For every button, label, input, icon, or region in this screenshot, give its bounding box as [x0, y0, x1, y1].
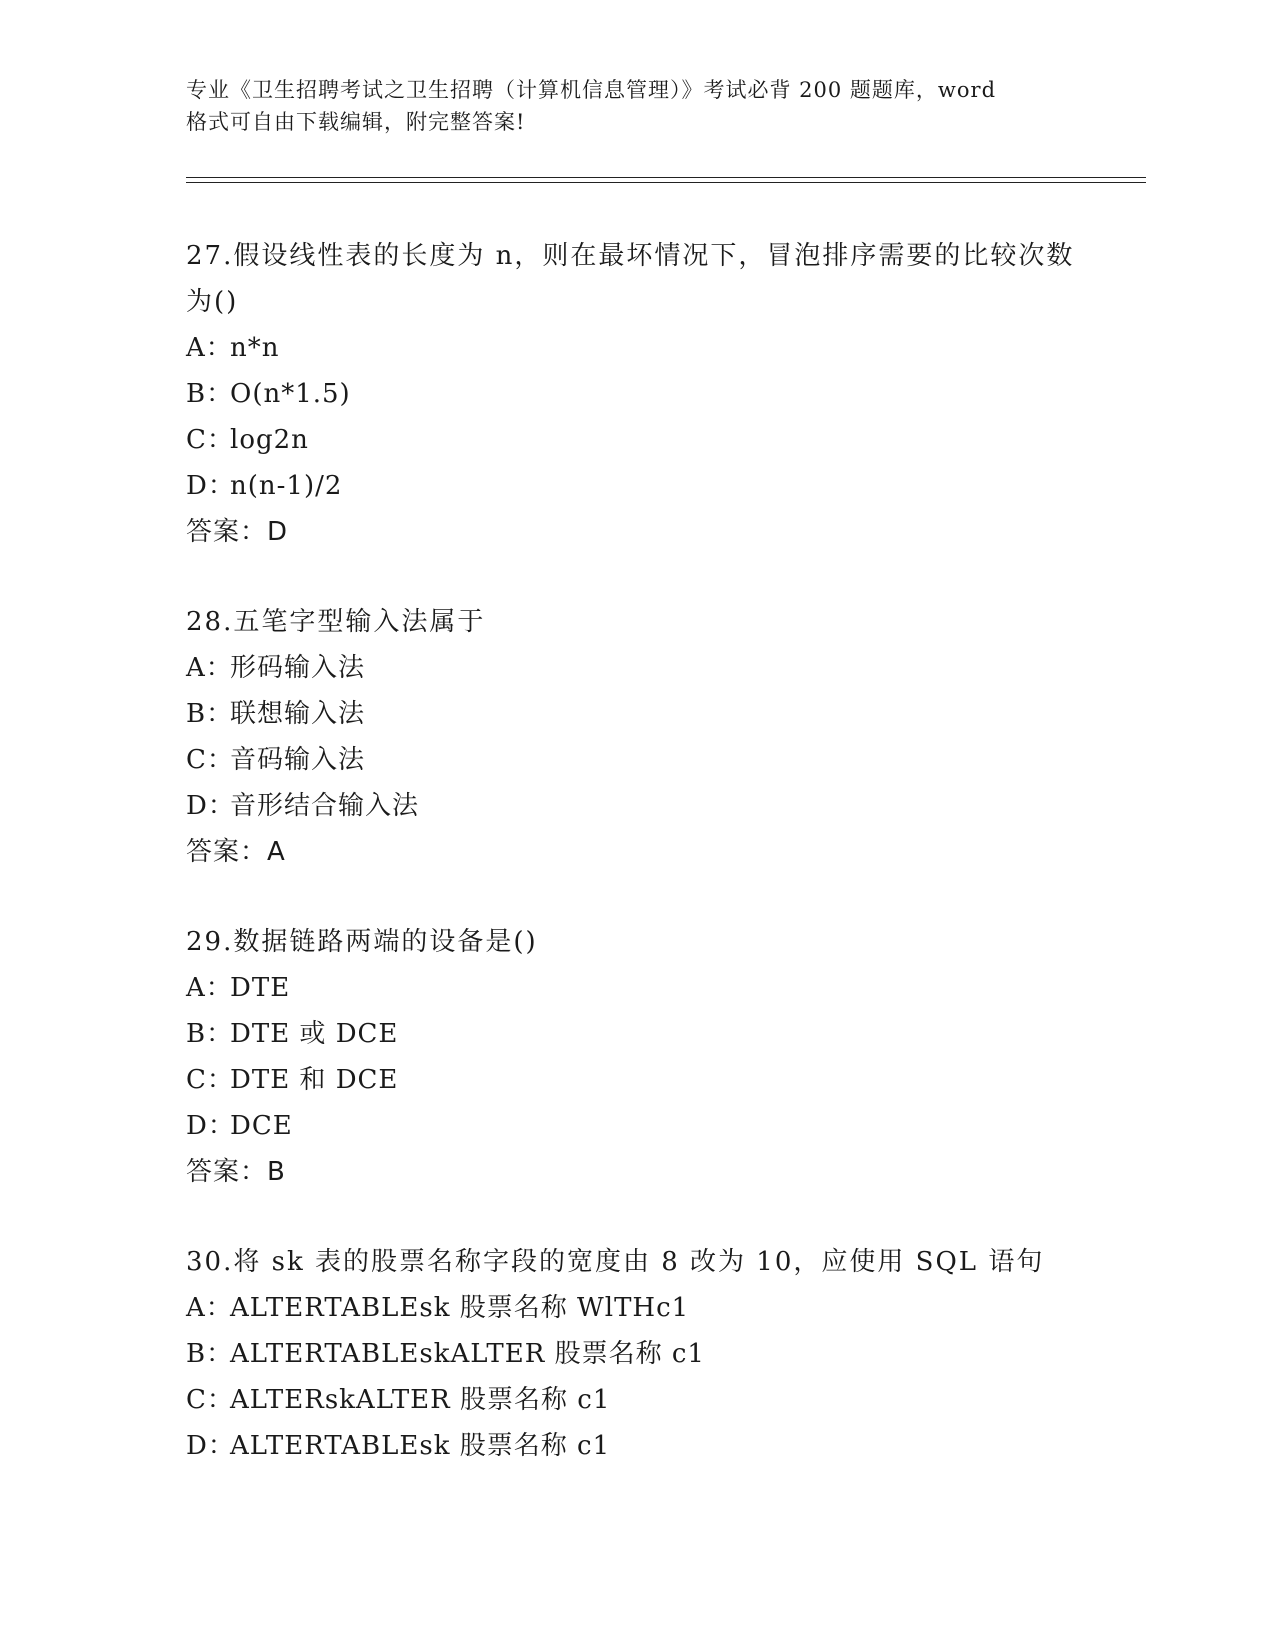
option-c	[186, 737, 1086, 783]
option-text: 联想输入法	[230, 699, 366, 729]
header-line-2: 格式可自由下载编辑，附完整答案!	[186, 110, 526, 134]
question-stem: 28.五笔字型输入法属于	[186, 607, 486, 637]
option-letter: A：	[186, 1293, 233, 1323]
option-text: ALTERskALTER 股票名称 c1	[230, 1385, 611, 1415]
option-c	[186, 1377, 1086, 1423]
option-a	[186, 325, 1086, 371]
question-stem: 27.假设线性表的长度为 n，则在最坏情况下，冒泡排序需要的比较次数为()	[186, 241, 1075, 317]
question-28	[186, 599, 1086, 875]
question-27	[186, 233, 1086, 555]
question-stem: 30.将 sk 表的股票名称字段的宽度由 8 改为 10，应使用 SQL 语句	[186, 1247, 1045, 1277]
option-letter: C：	[186, 745, 234, 775]
question-list	[186, 233, 1086, 1513]
option-letter: D：	[186, 1111, 235, 1141]
header-line-1: 专业《卫生招聘考试之卫生招聘（计算机信息管理）》考试必背 200 题题库，word	[186, 78, 997, 102]
option-letter: D：	[186, 791, 235, 821]
question-stem: 29.数据链路两端的设备是()	[186, 927, 538, 957]
option-d	[186, 1103, 1086, 1149]
answer-line: 答案：A	[186, 837, 286, 867]
option-letter: D：	[186, 471, 235, 501]
option-letter: A：	[186, 653, 233, 683]
option-text: ALTERTABLEskALTER 股票名称 c1	[230, 1339, 705, 1369]
answer-line: 答案：D	[186, 517, 289, 547]
option-b	[186, 1011, 1086, 1057]
option-text: DTE 或 DCE	[230, 1019, 399, 1049]
option-letter: B：	[186, 1019, 234, 1049]
option-d	[186, 783, 1086, 829]
option-text: DTE	[230, 973, 291, 1003]
option-letter: C：	[186, 1385, 234, 1415]
option-b	[186, 691, 1086, 737]
option-text: DTE 和 DCE	[230, 1065, 399, 1095]
option-text: ALTERTABLEsk 股票名称 c1	[230, 1431, 611, 1461]
document-header	[186, 74, 1086, 138]
option-text: log2n	[230, 425, 309, 455]
option-text: 形码输入法	[230, 653, 366, 683]
option-letter: B：	[186, 379, 234, 409]
option-a	[186, 965, 1086, 1011]
option-a	[186, 645, 1086, 691]
option-d	[186, 463, 1086, 509]
option-letter: A：	[186, 333, 233, 363]
option-text: 音形结合输入法	[230, 791, 420, 821]
option-letter: A：	[186, 973, 233, 1003]
option-b	[186, 371, 1086, 417]
option-text: n(n-1)/2	[230, 471, 343, 501]
option-letter: D：	[186, 1431, 235, 1461]
option-letter: B：	[186, 1339, 234, 1369]
option-a	[186, 1285, 1086, 1331]
option-c	[186, 1057, 1086, 1103]
question-30	[186, 1239, 1086, 1469]
option-c	[186, 417, 1086, 463]
option-letter: C：	[186, 1065, 234, 1095]
header-divider-bottom	[186, 182, 1146, 183]
option-letter: B：	[186, 699, 234, 729]
option-text: O(n*1.5)	[230, 379, 351, 409]
option-letter: C：	[186, 425, 234, 455]
option-text: 音码输入法	[230, 745, 366, 775]
option-text: DCE	[230, 1111, 293, 1141]
header-divider-top	[186, 177, 1146, 178]
option-text: n*n	[230, 333, 280, 363]
option-text: ALTERTABLEsk 股票名称 WlTHc1	[230, 1293, 690, 1323]
option-b	[186, 1331, 1086, 1377]
answer-line: 答案：B	[186, 1157, 286, 1187]
option-d	[186, 1423, 1086, 1469]
question-29	[186, 919, 1086, 1195]
